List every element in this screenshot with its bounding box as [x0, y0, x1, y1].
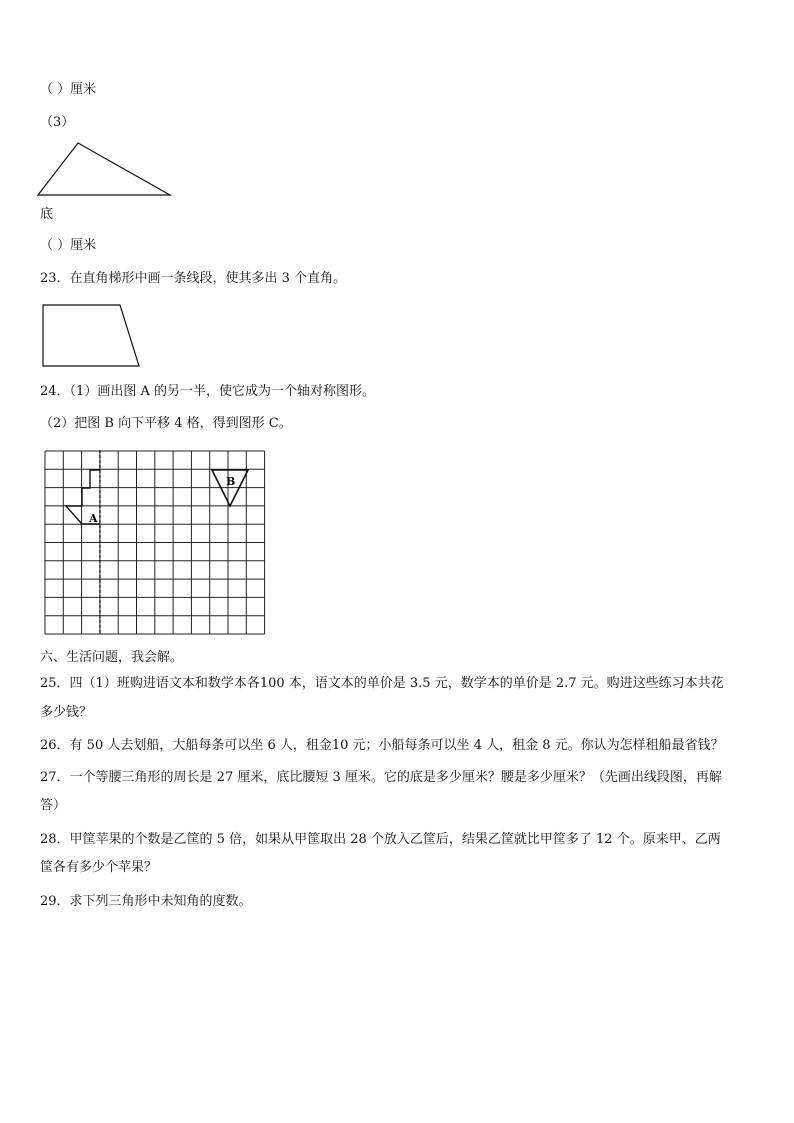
question-26: 26．有 50 人去划船，大船每条可以坐 6 人，租金10 元；小船每条可以坐 4 人，租金 8 元。你认为怎样租船最省钱？: [40, 738, 724, 753]
question-23: 23．在直角梯形中画一条线段，使其多出 3 个直角。: [40, 271, 347, 286]
question-28-line-1: 28．甲筐苹果的个数是乙筐的 5 倍，如果从甲筐取出 28 个放入乙筐后，结果乙筐就比甲筐多了 12 个。原来甲、乙两: [40, 832, 721, 847]
figure-a-label: A: [89, 512, 98, 525]
question-27-line-2: 答）: [40, 798, 67, 813]
question-25-line-1: 25．四（1）班购进语文本和数学本各100 本，语文本的单价是 3.5 元，数学本的单价是 2.7 元。购进这些练习本共花: [40, 676, 724, 691]
question-24-part-2: （2）把图 B 向下平移 4 格，得到图形 C。: [40, 416, 292, 431]
base-label: 底: [40, 207, 54, 222]
part-3-label: （3）: [40, 115, 75, 130]
question-25-line-2: 多少钱？: [40, 705, 93, 720]
question-29: 29．求下列三角形中未知角的度数。: [40, 894, 252, 909]
question-27-line-1: 27．一个等腰三角形的周长是 27 厘米，底比腰短 3 厘米。它的底是多少厘米？腰是多少厘米？（先画出线段图，再解: [40, 770, 722, 785]
question-24-part-1: 24．（1）画出图 A 的另一半，使它成为一个轴对称图形。: [40, 384, 375, 399]
triangle-figure: [36, 140, 176, 200]
section-6-heading: 六、生活问题，我会解。: [40, 650, 184, 665]
answer-blank-2: （ ）厘米: [40, 238, 97, 253]
grid-figure: [44, 450, 270, 636]
answer-blank-1: （ ）厘米: [40, 82, 97, 97]
question-28-line-2: 筐各有多少个苹果？: [40, 860, 158, 875]
figure-b-label: B: [226, 475, 236, 488]
right-trapezoid-figure: [40, 302, 145, 370]
